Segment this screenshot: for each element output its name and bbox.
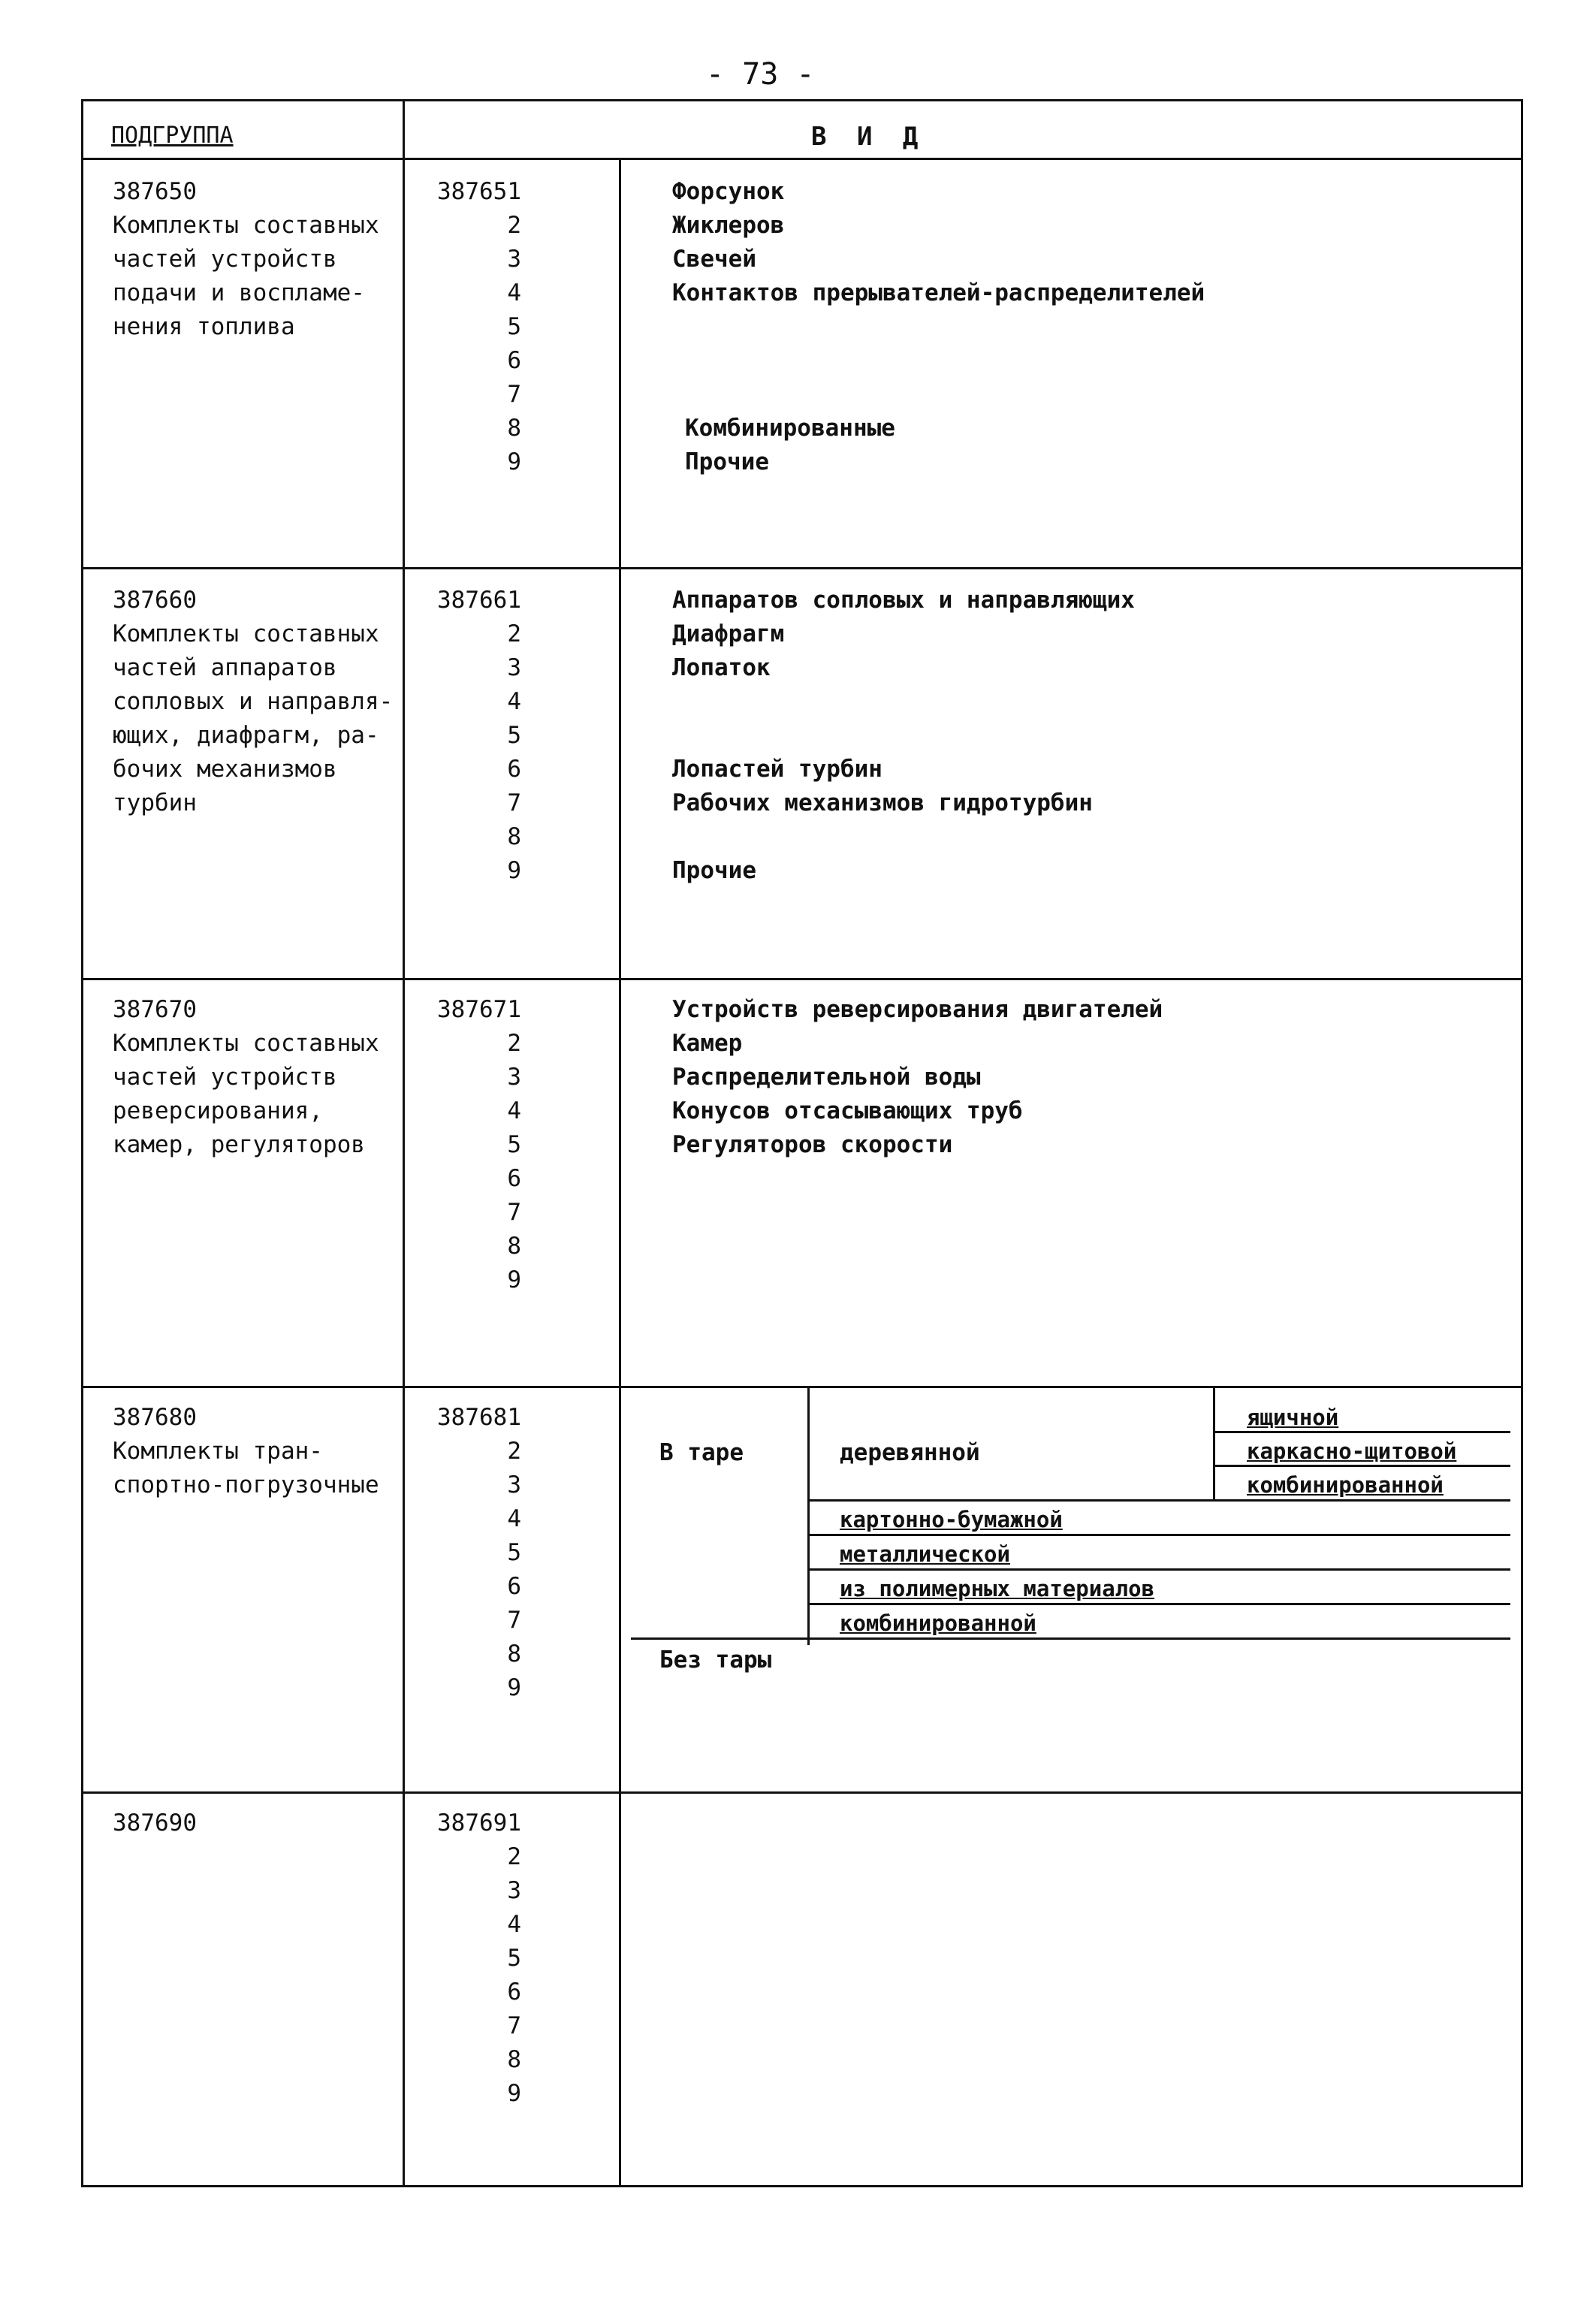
subgroup-code: 387650 <box>113 178 197 205</box>
tare-line <box>807 1603 1510 1605</box>
kind-description: Камер <box>672 1030 743 1057</box>
subgroup-name-line: нения топлива <box>113 313 295 340</box>
tare-line <box>807 1534 1510 1536</box>
kind-description: Контактов прерывателей-распределителей <box>672 279 1205 306</box>
kind-description: Аппаратов сопловых и направляющих <box>672 587 1135 614</box>
kind-code: 387681 <box>437 1404 521 1431</box>
tare-type: металлической <box>840 1541 1010 1567</box>
header-kind: В И Д <box>811 122 926 152</box>
kind-number: 7 <box>507 1199 521 1226</box>
tare-type: комбинированной <box>840 1610 1036 1636</box>
subgroup-name-line: частей устройств <box>113 1064 337 1091</box>
kind-description: Прочие <box>672 857 756 884</box>
kind-code: 387691 <box>437 1809 521 1837</box>
kind-code: 387671 <box>437 996 521 1023</box>
kind-number: 4 <box>507 1505 521 1532</box>
kind-number: 6 <box>507 1979 521 2006</box>
column-divider-subgroup <box>403 99 405 2187</box>
kind-description: Рабочих механизмов гидротурбин <box>672 789 1093 816</box>
kind-code: 387661 <box>437 587 521 614</box>
tare-line <box>631 1637 1510 1640</box>
kind-number: 7 <box>507 2012 521 2039</box>
kind-number: 2 <box>507 1438 521 1465</box>
subgroup-name-line: ющих, диафрагм, ра- <box>113 722 379 749</box>
kind-number: 3 <box>507 246 521 273</box>
subgroup-code: 387680 <box>113 1404 197 1431</box>
subgroup-name-line: камер, регуляторов <box>113 1131 365 1158</box>
subgroup-name-line: частей устройств <box>113 246 337 273</box>
subgroup-name-line: Комплекты составных <box>113 620 379 647</box>
header-divider <box>81 158 1523 160</box>
tare-wooden-sub: комбинированной <box>1247 1472 1444 1498</box>
kind-number: 7 <box>507 789 521 816</box>
kind-description: Комбинированные <box>685 415 895 442</box>
kind-number: 5 <box>507 1131 521 1158</box>
tare-divider <box>1213 1386 1215 1500</box>
kind-number: 9 <box>507 2080 521 2107</box>
header-subgroup: ПОДГРУППА <box>111 122 234 149</box>
subgroup-code: 387670 <box>113 996 197 1023</box>
subgroup-name-line: бочих механизмов <box>113 756 337 783</box>
subgroup-name-line: Комплекты тран- <box>113 1438 323 1465</box>
subgroup-name-line: Комплекты составных <box>113 212 379 239</box>
kind-number: 8 <box>507 2046 521 2073</box>
kind-number: 8 <box>507 1640 521 1668</box>
kind-number: 6 <box>507 1165 521 1192</box>
subgroup-code: 387690 <box>113 1809 197 1837</box>
block-divider <box>81 1791 1523 1794</box>
block-divider <box>81 1386 1523 1388</box>
kind-number: 5 <box>507 722 521 749</box>
kind-description: Свечей <box>672 246 756 273</box>
kind-number: 2 <box>507 212 521 239</box>
kind-number: 4 <box>507 279 521 306</box>
kind-number: 9 <box>507 1266 521 1293</box>
block-divider <box>81 978 1523 980</box>
subgroup-code: 387660 <box>113 587 197 614</box>
kind-description: Устройств реверсирования двигателей <box>672 996 1163 1023</box>
kind-number: 8 <box>507 1233 521 1260</box>
kind-description: Жиклеров <box>672 212 785 239</box>
kind-description: Прочие <box>685 448 769 475</box>
kind-number: 2 <box>507 1030 521 1057</box>
column-divider-code <box>619 158 621 2187</box>
kind-number: 5 <box>507 1945 521 1972</box>
tare-line <box>807 1568 1510 1571</box>
tare-wooden-sub: каркасно-щитовой <box>1247 1438 1457 1464</box>
page-number: - 73 - <box>706 57 815 92</box>
subgroup-name-line: подачи и воспламе- <box>113 279 365 306</box>
kind-number: 8 <box>507 823 521 850</box>
tare-wooden: деревянной <box>840 1439 980 1466</box>
kind-number: 3 <box>507 654 521 681</box>
kind-number: 2 <box>507 620 521 647</box>
kind-description: Лопаток <box>672 654 771 681</box>
kind-number: 3 <box>507 1471 521 1499</box>
tare-type: картонно-бумажной <box>840 1507 1063 1532</box>
kind-number: 8 <box>507 415 521 442</box>
kind-number: 9 <box>507 857 521 884</box>
kind-number: 4 <box>507 1911 521 1938</box>
kind-number: 4 <box>507 1097 521 1124</box>
kind-code: 387651 <box>437 178 521 205</box>
kind-number: 7 <box>507 381 521 408</box>
kind-number: 9 <box>507 448 521 475</box>
subgroup-name-line: реверсирования, <box>113 1097 323 1124</box>
kind-number: 6 <box>507 756 521 783</box>
kind-description: Лопастей турбин <box>672 756 882 783</box>
subgroup-name-line: турбин <box>113 789 197 816</box>
kind-description: Конусов отсасывающих труб <box>672 1097 1023 1124</box>
kind-description: Форсунок <box>672 178 785 205</box>
kind-number: 3 <box>507 1877 521 1904</box>
kind-number: 3 <box>507 1064 521 1091</box>
subgroup-name-line: сопловых и направля- <box>113 688 394 715</box>
kind-description: Регуляторов скорости <box>672 1131 953 1158</box>
kind-number: 4 <box>507 688 521 715</box>
subgroup-name-line: спортно-погрузочные <box>113 1471 379 1499</box>
block-divider <box>81 567 1523 569</box>
tare-divider <box>807 1386 810 1495</box>
subgroup-name-line: частей аппаратов <box>113 654 337 681</box>
tare-in-tare: В таре <box>659 1439 744 1466</box>
kind-number: 6 <box>507 1573 521 1600</box>
kind-number: 6 <box>507 347 521 374</box>
subgroup-name-line: Комплекты составных <box>113 1030 379 1057</box>
kind-number: 5 <box>507 1539 521 1566</box>
kind-number: 5 <box>507 313 521 340</box>
tare-no-tare: Без тары <box>659 1646 772 1674</box>
kind-number: 9 <box>507 1674 521 1701</box>
kind-description: Диафрагм <box>672 620 785 647</box>
kind-number: 7 <box>507 1607 521 1634</box>
tare-line <box>807 1499 1510 1502</box>
kind-description: Распределительной воды <box>672 1064 981 1091</box>
tare-type: из полимерных материалов <box>840 1576 1155 1601</box>
kind-number: 2 <box>507 1843 521 1870</box>
tare-wooden-sub: ящичной <box>1247 1405 1339 1430</box>
